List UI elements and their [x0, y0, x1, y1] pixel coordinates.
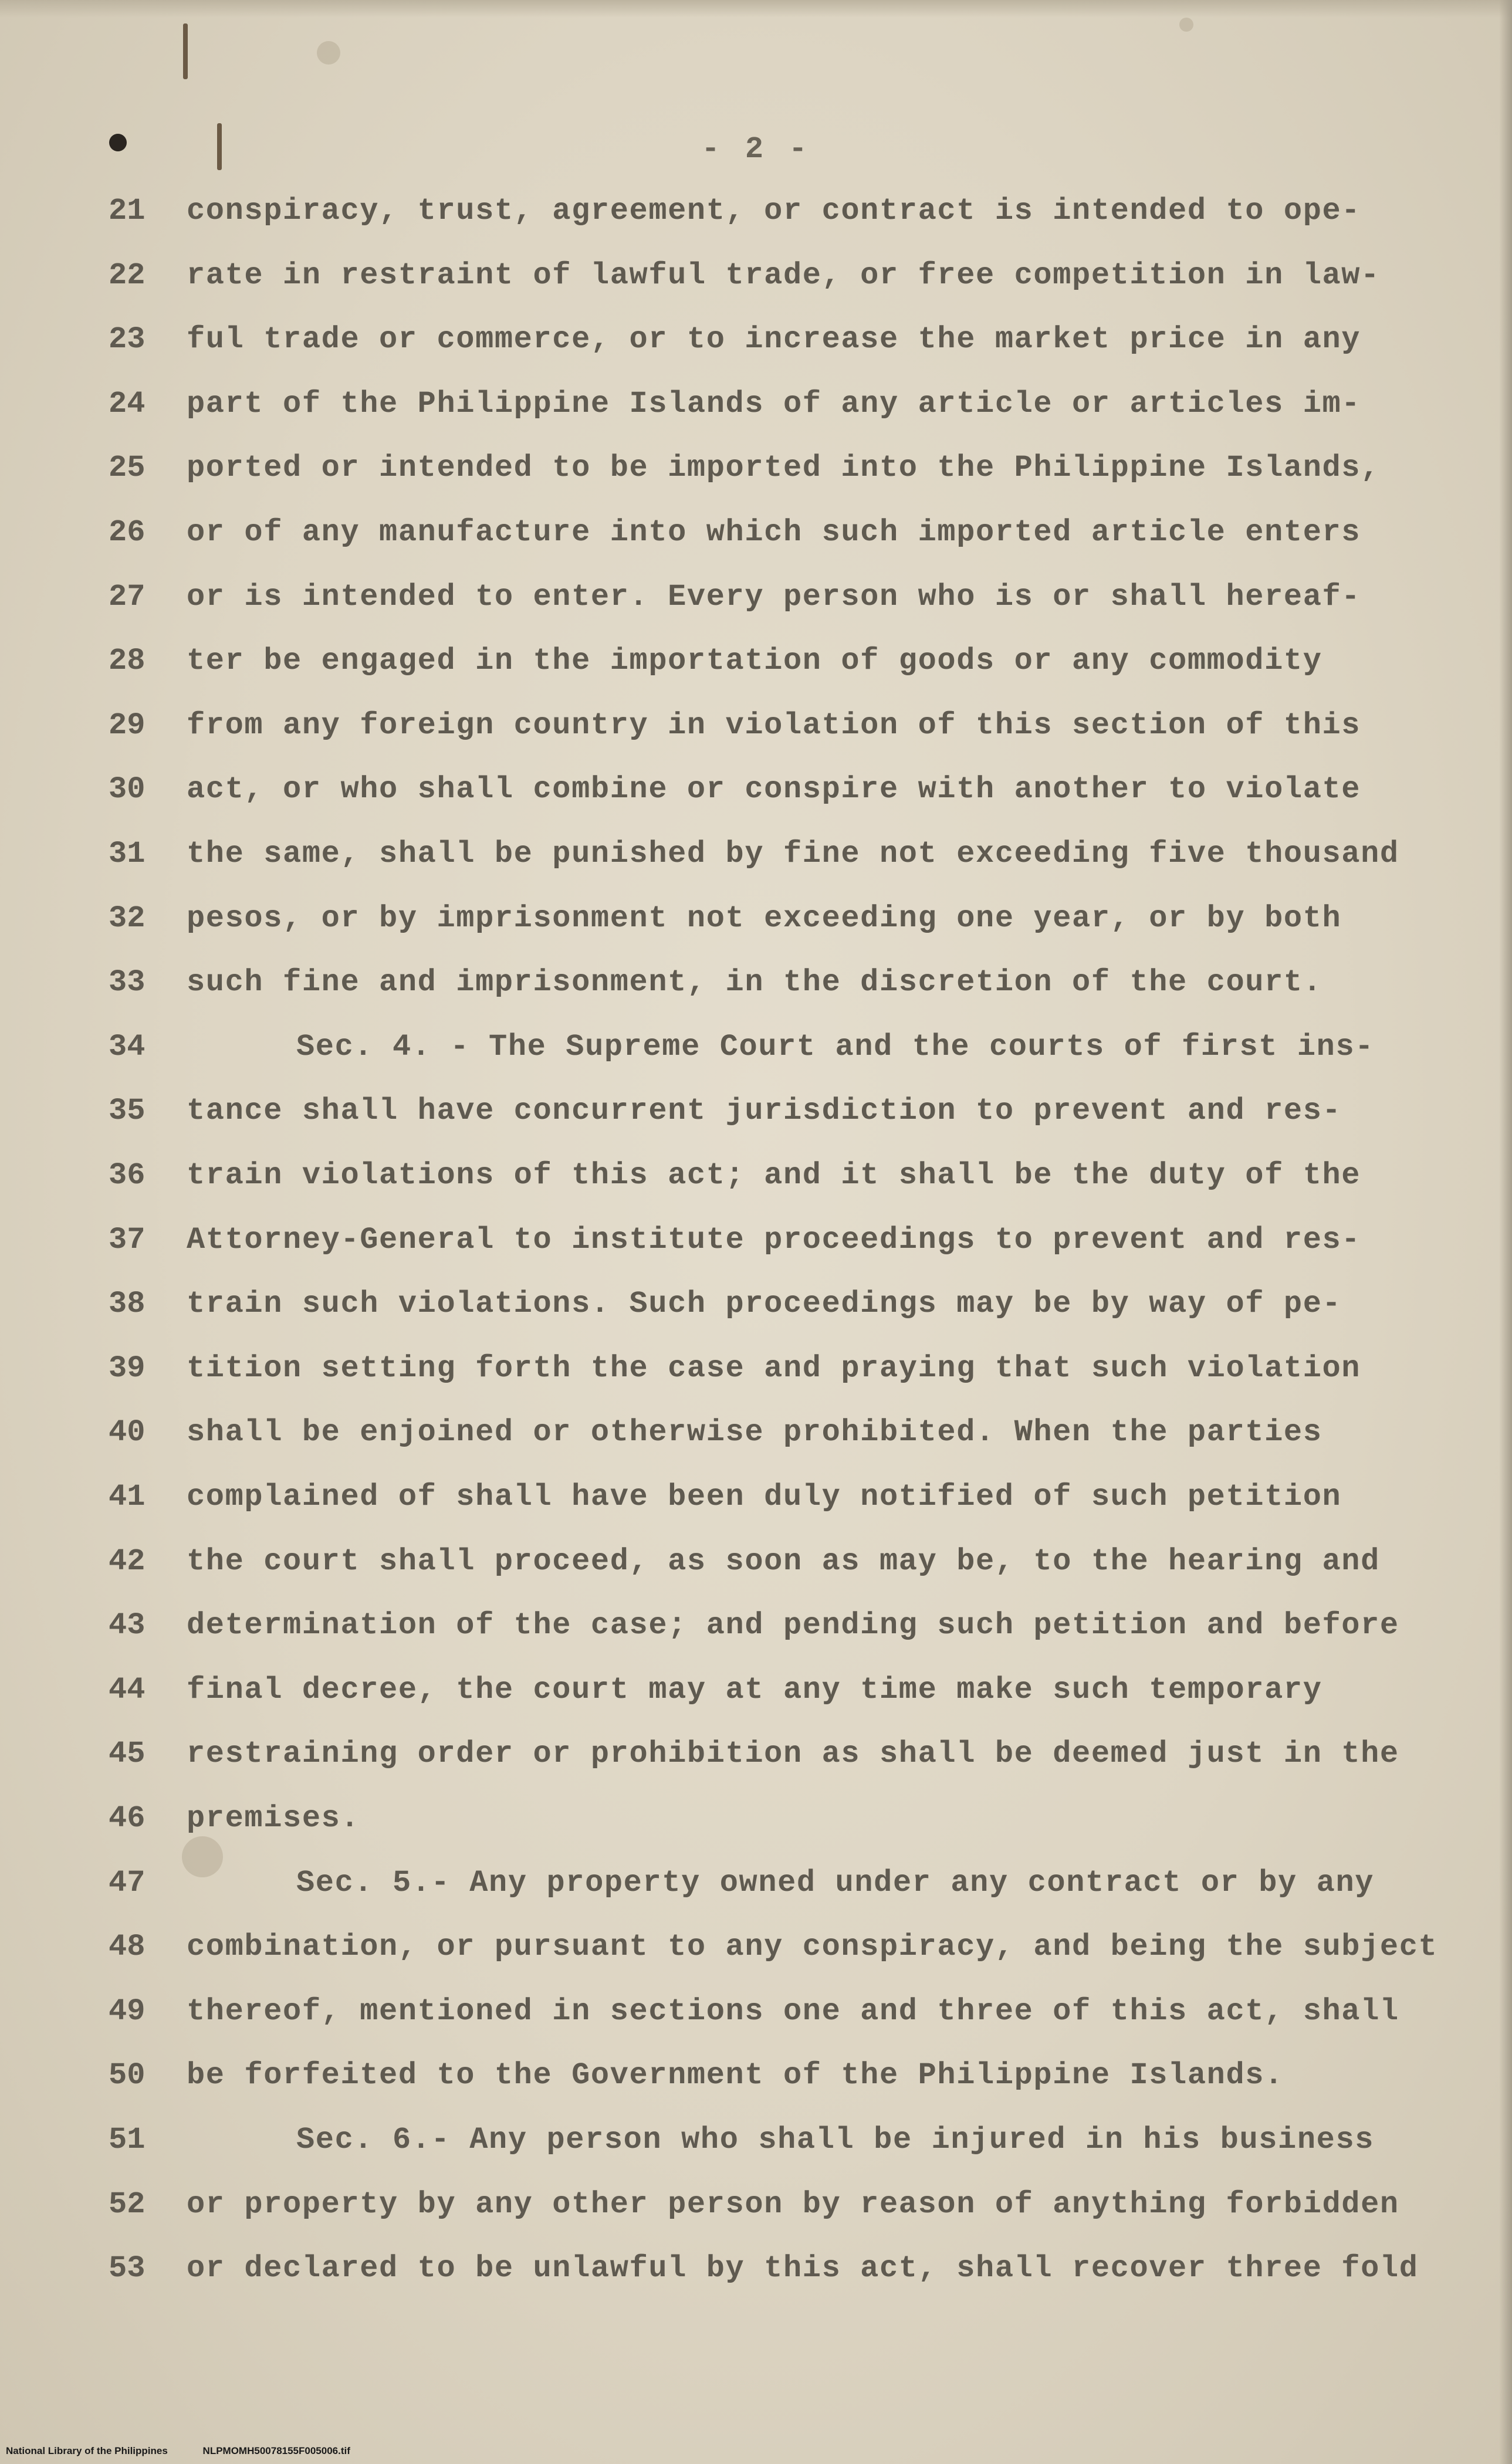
line-text: pesos, or by imprisonment not exceeding one year, or by both	[187, 901, 1342, 936]
text-line	[0, 1544, 1512, 1607]
text-line	[0, 1223, 1512, 1286]
line-text: or property by any other person by reason of anything forbidden	[187, 2187, 1399, 2222]
text-line	[0, 1287, 1512, 1350]
text-line	[0, 901, 1512, 964]
text-line	[0, 1737, 1512, 1800]
paper-stain	[1179, 18, 1193, 32]
text-line	[0, 322, 1512, 385]
line-number: 41	[109, 1480, 146, 1514]
text-line	[0, 194, 1512, 257]
line-number: 42	[109, 1544, 146, 1579]
line-text: or is intended to enter. Every person who is or shall hereaf-	[187, 579, 1361, 614]
line-number: 40	[109, 1415, 146, 1450]
line-number: 33	[109, 965, 146, 1000]
text-line	[0, 1930, 1512, 1993]
text-line	[0, 580, 1512, 643]
line-number: 49	[109, 1993, 146, 2029]
line-number: 27	[109, 579, 146, 614]
line-text: the court shall proceed, as soon as may be, to the hearing and	[187, 1544, 1380, 1579]
line-number: 21	[109, 194, 146, 228]
text-line	[0, 1673, 1512, 1736]
staple-mark-top	[183, 23, 188, 79]
line-text: shall be enjoined or otherwise prohibited. When the parties	[187, 1415, 1322, 1450]
line-text: final decree, the court may at any time make such temporary	[187, 1672, 1322, 1707]
line-number: 46	[109, 1801, 146, 1836]
line-number: 26	[109, 515, 146, 550]
line-text: ful trade or commerce, or to increase the market price in any	[187, 322, 1361, 357]
line-text: Sec. 6.- Any person who shall be injured in his business	[296, 2123, 1375, 2157]
line-text: restraining order or prohibition as shall be deemed just in the	[187, 1737, 1399, 1772]
line-number: 48	[109, 1930, 146, 1965]
text-line	[0, 387, 1512, 450]
text-line	[0, 515, 1512, 578]
line-number: 44	[109, 1672, 146, 1707]
line-text: complained of shall have been duly notified of such petition	[187, 1480, 1342, 1514]
paper-stain	[317, 41, 340, 65]
text-line	[0, 1158, 1512, 1221]
text-line	[0, 772, 1512, 835]
text-line	[0, 1030, 1512, 1093]
line-number: 29	[109, 708, 146, 743]
footer-library-name: National Library of the Philippines	[6, 2445, 168, 2456]
line-number: 35	[109, 1094, 146, 1129]
text-line	[0, 1415, 1512, 1478]
line-text: rate in restraint of lawful trade, or free competition in law-	[187, 258, 1380, 293]
text-line	[0, 837, 1512, 900]
text-line	[0, 1994, 1512, 2057]
text-line	[0, 2123, 1512, 2186]
line-text: such fine and imprisonment, in the discretion of the court.	[187, 965, 1322, 1000]
line-text: ter be engaged in the importation of goods or any commodity	[187, 644, 1322, 679]
line-number: 43	[109, 1608, 146, 1643]
line-text: Sec. 5.- Any property owned under any contract or by any	[296, 1865, 1375, 1900]
line-text: tition setting forth the case and praying that such violation	[187, 1351, 1361, 1386]
line-text: or declared to be unlawful by this act, shall recover three fold	[187, 2251, 1419, 2286]
line-text: combination, or pursuant to any conspiracy, and being the subject	[187, 1930, 1438, 1965]
text-line	[0, 1608, 1512, 1671]
text-line	[0, 1351, 1512, 1414]
line-number: 51	[109, 2123, 146, 2157]
line-number: 28	[109, 644, 146, 679]
text-line	[0, 1801, 1512, 1864]
line-number: 52	[109, 2187, 146, 2222]
text-line	[0, 644, 1512, 707]
paper-top-edge	[0, 0, 1512, 18]
line-number: 22	[109, 258, 146, 293]
text-line	[0, 965, 1512, 1028]
line-text: thereof, mentioned in sections one and three of this act, shall	[187, 1993, 1399, 2029]
line-number: 37	[109, 1222, 146, 1257]
line-text: premises.	[187, 1801, 360, 1836]
line-number: 53	[109, 2251, 146, 2286]
line-text: Sec. 4. - The Supreme Court and the courts of first ins-	[296, 1029, 1375, 1064]
line-number: 31	[109, 837, 146, 871]
footer-file-id: NLPMOMH50078155F005006.tif	[202, 2445, 350, 2456]
line-text: Attorney-General to institute proceedings to prevent and res-	[187, 1222, 1361, 1257]
line-text: from any foreign country in violation of this section of this	[187, 708, 1361, 743]
line-text: conspiracy, trust, agreement, or contract is intended to ope-	[187, 194, 1361, 228]
page-number: - 2 -	[701, 132, 811, 167]
line-number: 47	[109, 1865, 146, 1900]
line-number: 39	[109, 1351, 146, 1386]
text-line	[0, 451, 1512, 514]
text-line	[0, 1480, 1512, 1543]
text-line	[0, 258, 1512, 321]
line-number: 23	[109, 322, 146, 357]
line-text: train such violations. Such proceedings may be by way of pe-	[187, 1287, 1342, 1322]
line-number: 50	[109, 2058, 146, 2093]
line-text: ported or intended to be imported into the Philippine Islands,	[187, 451, 1380, 486]
text-line	[0, 1094, 1512, 1157]
line-text: train violations of this act; and it shall be the duty of the	[187, 1158, 1361, 1193]
text-line	[0, 708, 1512, 771]
line-number: 45	[109, 1737, 146, 1772]
line-number: 25	[109, 451, 146, 486]
text-line	[0, 2251, 1512, 2314]
line-number: 34	[109, 1029, 146, 1064]
text-line	[0, 1866, 1512, 1929]
line-text: determination of the case; and pending such petition and before	[187, 1608, 1399, 1643]
line-text: or of any manufacture into which such imported article enters	[187, 515, 1361, 550]
line-number: 32	[109, 901, 146, 936]
line-number: 36	[109, 1158, 146, 1193]
line-text: the same, shall be punished by fine not exceeding five thousand	[187, 837, 1399, 871]
line-text: part of the Philippine Islands of any article or articles im-	[187, 386, 1361, 421]
line-number: 24	[109, 386, 146, 421]
text-line	[0, 2058, 1512, 2121]
line-text: act, or who shall combine or conspire with another to violate	[187, 772, 1361, 807]
text-line	[0, 2187, 1512, 2250]
line-text: tance shall have concurrent jurisdiction to prevent and res-	[187, 1094, 1342, 1129]
line-number: 30	[109, 772, 146, 807]
line-text: be forfeited to the Government of the Philippine Islands.	[187, 2058, 1284, 2093]
line-number: 38	[109, 1287, 146, 1322]
scan-footer	[6, 2445, 383, 2457]
